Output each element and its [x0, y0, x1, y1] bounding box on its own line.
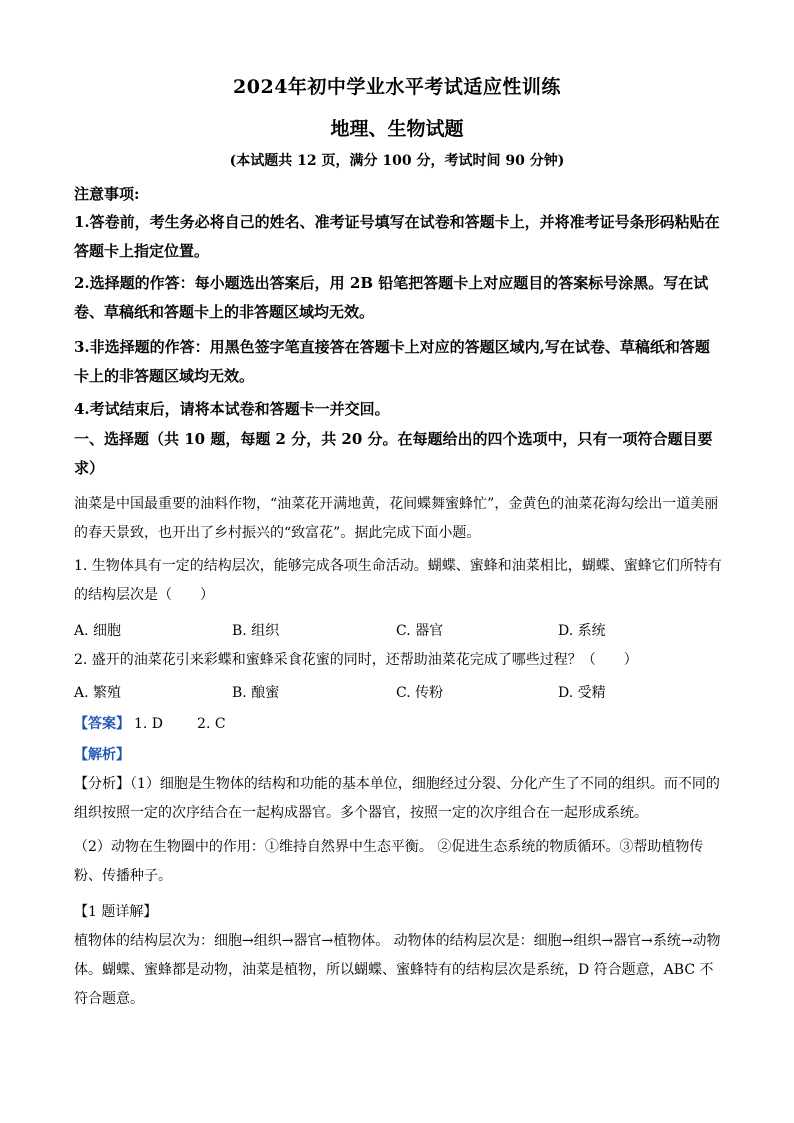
- detail-tag: 【1 题详解】: [74, 904, 158, 920]
- notice-item-2: 2.选择题的作答：每小题选出答案后，用 2B 铅笔把答题卡上对应题目的答案标号涂黑。写在试卷、草稿纸和答题卡上的非答题区域均无效。: [74, 274, 709, 321]
- answer-tag: 【答案】: [74, 716, 130, 732]
- analysis-part-1: 【分析】（1）细胞是生物体的结构和功能的基本单位，细胞经过分裂、分化产生了不同的组织。而不同的组织按照一定的次序结合在一起构成器官。多个器官，按照一定的次序组合在一起形成系统。: [74, 776, 720, 821]
- analysis-line: [74, 744, 130, 764]
- q1-option-b: B. 组织: [232, 623, 280, 639]
- section-heading: 一、选择题（共 10 题，每题 2 分，共 20 分。在每题给出的四个选项中，只有一项符合题目要求）: [74, 430, 713, 477]
- q2-option-d: D. 受精: [558, 685, 606, 701]
- exam-subject: 地理、生物试题: [330, 118, 464, 140]
- answer-line: [74, 713, 226, 733]
- exam-info: (本试题共 12 页，满分 100 分，考试时间 90 分钟): [229, 153, 565, 169]
- analysis-tag: 【解析】: [74, 747, 130, 763]
- q1-option-d: D. 系统: [558, 623, 606, 639]
- q1-option-a: A. 细胞: [74, 623, 122, 639]
- answer-2: 2. C: [197, 716, 226, 732]
- detail-line: [74, 901, 157, 921]
- question-2-options: [74, 682, 724, 702]
- detail-text: 植物体的结构层次为：细胞→组织→器官→植物体。 动物体的结构层次是：细胞→组织→器官→系统→动物体。蝴蝶、蜜蜂都是动物，油菜是植物，所以蝴蝶、蜜蜂特有的结构层次是系统，D 符合题意，ABC 不符合题意。: [74, 933, 721, 1007]
- analysis-part-2: （2）动物在生物圈中的作用：①维持自然界中生态平衡。 ②促进生态系统的物质循环。③帮助植物传粉、传播种子。: [74, 839, 704, 884]
- q2-option-c: C. 传粉: [396, 685, 444, 701]
- exam-title: 2024年初中学业水平考试适应性训练: [233, 76, 561, 98]
- notice-item-4: 4.考试结束后，请将本试卷和答题卡一并交回。: [74, 400, 390, 418]
- notice-item-3: 3.非选择题的作答：用黑色签字笔直接答在答题卡上对应的答题区域内,写在试卷、草稿纸和答题卡上的非答题区域均无效。: [74, 338, 710, 385]
- notice-item-1: 1.答卷前，考生务必将自己的姓名、准考证号填写在试卷和答题卡上，并将准考证号条形码粘贴在答题卡上指定位置。: [74, 213, 720, 260]
- q2-option-b: B. 酿蜜: [232, 685, 280, 701]
- q1-option-c: C. 器官: [396, 623, 444, 639]
- question-1-options: [74, 620, 724, 640]
- question-2-stem: 2. 盛开的油菜花引来彩蝶和蜜蜂采食花蜜的同时，还帮助油菜花完成了哪些过程？（ ）: [74, 652, 638, 668]
- answer-1: 1. D: [134, 716, 164, 732]
- question-1-stem: 1. 生物体具有一定的结构层次，能够完成各项生命活动。蝴蝶、蜜蜂和油菜相比，蝴蝶、蜜蜂它们所特有的结构层次是（ ）: [74, 558, 722, 603]
- passage-text: 油菜是中国最重要的油料作物，“油菜花开满地黄，花间蝶舞蜜蜂忙”，金黄色的油菜花海勾绘出一道美丽的春天景致，也开出了乡村振兴的“致富花”。据此完成下面小题。: [74, 496, 719, 541]
- q2-option-a: A. 繁殖: [74, 685, 122, 701]
- notice-heading: 注意事项:: [74, 185, 140, 203]
